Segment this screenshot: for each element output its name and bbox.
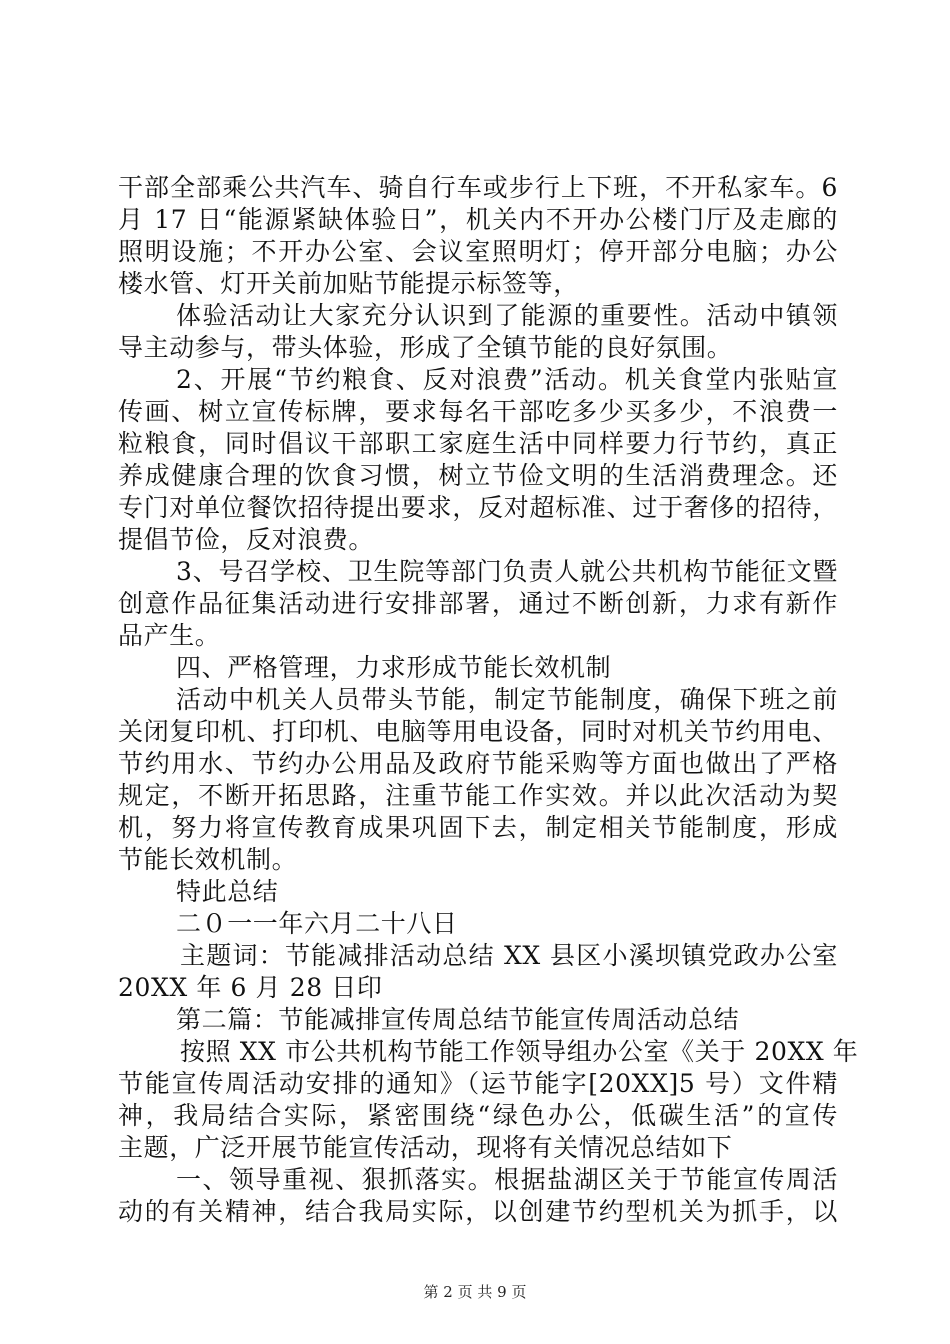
text-line: 传画、树立宣传标牌，要求每名干部吃多少买多少，不浪费一	[118, 397, 838, 426]
date-line: 二０一一年六月二十八日	[176, 909, 458, 938]
text-line: 节能长效机制。	[118, 845, 298, 874]
text-line: 关闭复印机、打印机、电脑等用电设备，同时对机关节约用电、	[118, 717, 838, 746]
text-line: 专门对单位餐饮招待提出要求，反对超标准、过于奢侈的招待，	[118, 493, 838, 522]
text-line: 神，我局结合实际，紧密围绕“绿色办公，低碳生活”的宣传	[118, 1101, 838, 1130]
text-line: 导主动参与，带头体验，形成了全镇节能的良好氛围。	[118, 333, 733, 362]
text-line: 养成健康合理的饮食习惯，树立节俭文明的生活消费理念。还	[118, 461, 838, 490]
text-line: 主题，广泛开展节能宣传活动，现将有关情况总结如下	[118, 1133, 733, 1162]
document-body	[118, 172, 859, 1228]
text-line: 照明设施；不开办公室、会议室照明灯；停开部分电脑；办公	[118, 237, 838, 266]
chapter-title: 第二篇：节能减排宣传周总结节能宣传周活动总结	[176, 1005, 740, 1034]
page-number: 第 2 页 共 9 页	[423, 1283, 527, 1301]
text-line: 一、领导重视、狠抓落实。根据盐湖区关于节能宣传周活	[176, 1165, 838, 1194]
text-line: 干部全部乘公共汽车、骑自行车或步行上下班，不开私家车。6	[118, 173, 838, 202]
text-line: 规定，不断开拓思路，注重节能工作实效。并以此次活动为契	[118, 781, 838, 810]
text-line: 2、开展“节约粮食、反对浪费”活动。机关食堂内张贴宣	[176, 365, 838, 394]
text-line: 节能宣传周活动安排的通知》（运节能字[20XX]5 号）文件精	[118, 1069, 838, 1098]
print-date-line: 20XX 年 6 月 28 日印	[118, 973, 383, 1002]
text-line: 活动中机关人员带头节能，制定节能制度，确保下班之前	[176, 685, 838, 714]
text-line: 节约用水、节约办公用品及政府节能采购等方面也做出了严格	[118, 749, 838, 778]
text-line: 机，努力将宣传教育成果巩固下去，制定相关节能制度，形成	[118, 813, 838, 842]
text-line: 体验活动让大家充分认识到了能源的重要性。活动中镇领	[176, 301, 838, 330]
text-line: 粒粮食，同时倡议干部职工家庭生活中同样要力行节约，真正	[118, 429, 838, 458]
keywords-line: 主题词：节能减排活动总结 XX 县区小溪坝镇党政办公室	[180, 941, 838, 970]
closing-text: 特此总结	[176, 877, 279, 906]
text-line: 按照 XX 市公共机构节能工作领导组办公室《关于 20XX 年	[180, 1037, 859, 1066]
section-heading: 四、严格管理，力求形成节能长效机制	[176, 653, 612, 682]
text-line: 品产生。	[118, 621, 221, 650]
text-line: 楼水管、灯开关前加贴节能提示标签等，	[118, 269, 579, 298]
text-line: 3、号召学校、卫生院等部门负责人就公共机构节能征文暨	[176, 557, 838, 586]
text-line: 月 17 日“能源紧缺体验日”，机关内不开办公楼门厅及走廊的	[118, 205, 838, 234]
text-line: 创意作品征集活动进行安排部署，通过不断创新，力求有新作	[118, 589, 838, 618]
text-line: 动的有关精神，结合我局实际，以创建节约型机关为抓手，以	[118, 1197, 838, 1226]
text-line: 提倡节俭，反对浪费。	[118, 525, 375, 554]
